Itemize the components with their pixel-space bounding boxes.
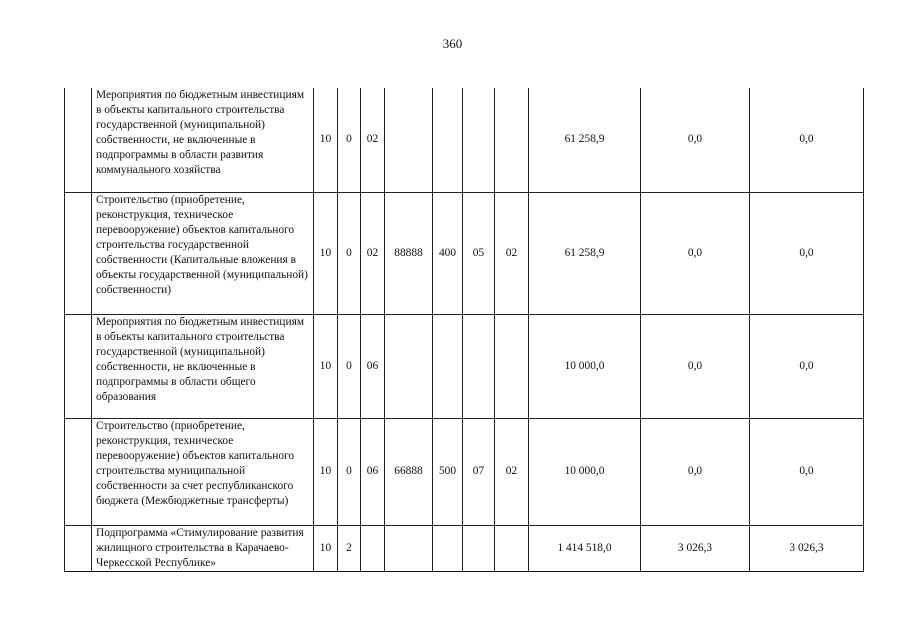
amount-year3-cell: 0,0 bbox=[750, 314, 864, 418]
table-row bbox=[65, 192, 864, 314]
expense-type-cell bbox=[433, 314, 463, 418]
section-code-cell: 10 bbox=[314, 314, 338, 418]
target-code-cell bbox=[385, 525, 433, 571]
blank-cell bbox=[65, 525, 92, 571]
subsection-code-cell: 0 bbox=[338, 314, 361, 418]
target-code-cell bbox=[385, 88, 433, 192]
budget-table bbox=[64, 88, 864, 572]
row-name-cell: Строительство (приобретение, реконструкция, техническое перевооружение) объектов капитального строительства государственной собственности (Капитальные вложения в объекты государственной (муниципальной) собственности) bbox=[92, 192, 314, 314]
target-code-cell bbox=[385, 314, 433, 418]
amount-year1-cell: 61 258,9 bbox=[529, 192, 641, 314]
section-cell: 07 bbox=[463, 418, 495, 525]
subsection-code-cell: 2 bbox=[338, 525, 361, 571]
section-cell: 05 bbox=[463, 192, 495, 314]
program-code-cell bbox=[361, 525, 385, 571]
section-cell bbox=[463, 525, 495, 571]
table-row bbox=[65, 88, 864, 192]
amount-year2-cell: 0,0 bbox=[641, 88, 750, 192]
table-row bbox=[65, 525, 864, 571]
expense-type-cell bbox=[433, 88, 463, 192]
page-number: 360 bbox=[442, 36, 463, 51]
amount-year1-cell: 61 258,9 bbox=[529, 88, 641, 192]
row-name-cell: Мероприятия по бюджетным инвестициям в объекты капитального строительства государственной (муниципальной) собственности, не включенные в подпрограммы в области общего образования bbox=[92, 314, 314, 418]
amount-year2-cell: 0,0 bbox=[641, 418, 750, 525]
row-name-cell: Мероприятия по бюджетным инвестициям в объекты капитального строительства государственной (муниципальной) собственности, не включенные в подпрограммы в области развития коммунального хозяйства bbox=[92, 88, 314, 192]
amount-year1-cell: 10 000,0 bbox=[529, 314, 641, 418]
amount-year3-cell: 3 026,3 bbox=[750, 525, 864, 571]
expense-type-cell bbox=[433, 525, 463, 571]
blank-cell bbox=[65, 192, 92, 314]
subsection-code-cell: 0 bbox=[338, 192, 361, 314]
row-name-cell: Строительство (приобретение, реконструкция, техническое перевооружение) объектов капитального строительства муниципальной собственности за счет республиканского бюджета (Межбюджетные трансферты) bbox=[92, 418, 314, 525]
subsection-code-cell: 0 bbox=[338, 88, 361, 192]
amount-year2-cell: 0,0 bbox=[641, 192, 750, 314]
subsection-cell: 02 bbox=[495, 418, 529, 525]
subsection-cell bbox=[495, 525, 529, 571]
subsection-code-cell: 0 bbox=[338, 418, 361, 525]
blank-cell bbox=[65, 314, 92, 418]
row-name-cell: Подпрограмма «Стимулирование развития жилищного строительства в Карачаево-Черкесской Республике» bbox=[92, 525, 314, 571]
expense-type-cell: 400 bbox=[433, 192, 463, 314]
blank-cell bbox=[65, 418, 92, 525]
section-cell bbox=[463, 314, 495, 418]
target-code-cell: 66888 bbox=[385, 418, 433, 525]
program-code-cell: 02 bbox=[361, 88, 385, 192]
amount-year2-cell: 3 026,3 bbox=[641, 525, 750, 571]
table-row bbox=[65, 418, 864, 525]
amount-year1-cell: 10 000,0 bbox=[529, 418, 641, 525]
amount-year3-cell: 0,0 bbox=[750, 418, 864, 525]
subsection-cell: 02 bbox=[495, 192, 529, 314]
program-code-cell: 06 bbox=[361, 418, 385, 525]
subsection-cell bbox=[495, 88, 529, 192]
amount-year1-cell: 1 414 518,0 bbox=[529, 525, 641, 571]
expense-type-cell: 500 bbox=[433, 418, 463, 525]
subsection-cell bbox=[495, 314, 529, 418]
section-code-cell: 10 bbox=[314, 418, 338, 525]
blank-cell bbox=[65, 88, 92, 192]
amount-year3-cell: 0,0 bbox=[750, 88, 864, 192]
amount-year3-cell: 0,0 bbox=[750, 192, 864, 314]
section-code-cell: 10 bbox=[314, 192, 338, 314]
section-code-cell: 10 bbox=[314, 525, 338, 571]
table-row bbox=[65, 314, 864, 418]
target-code-cell: 88888 bbox=[385, 192, 433, 314]
section-cell bbox=[463, 88, 495, 192]
section-code-cell: 10 bbox=[314, 88, 338, 192]
program-code-cell: 06 bbox=[361, 314, 385, 418]
program-code-cell: 02 bbox=[361, 192, 385, 314]
amount-year2-cell: 0,0 bbox=[641, 314, 750, 418]
